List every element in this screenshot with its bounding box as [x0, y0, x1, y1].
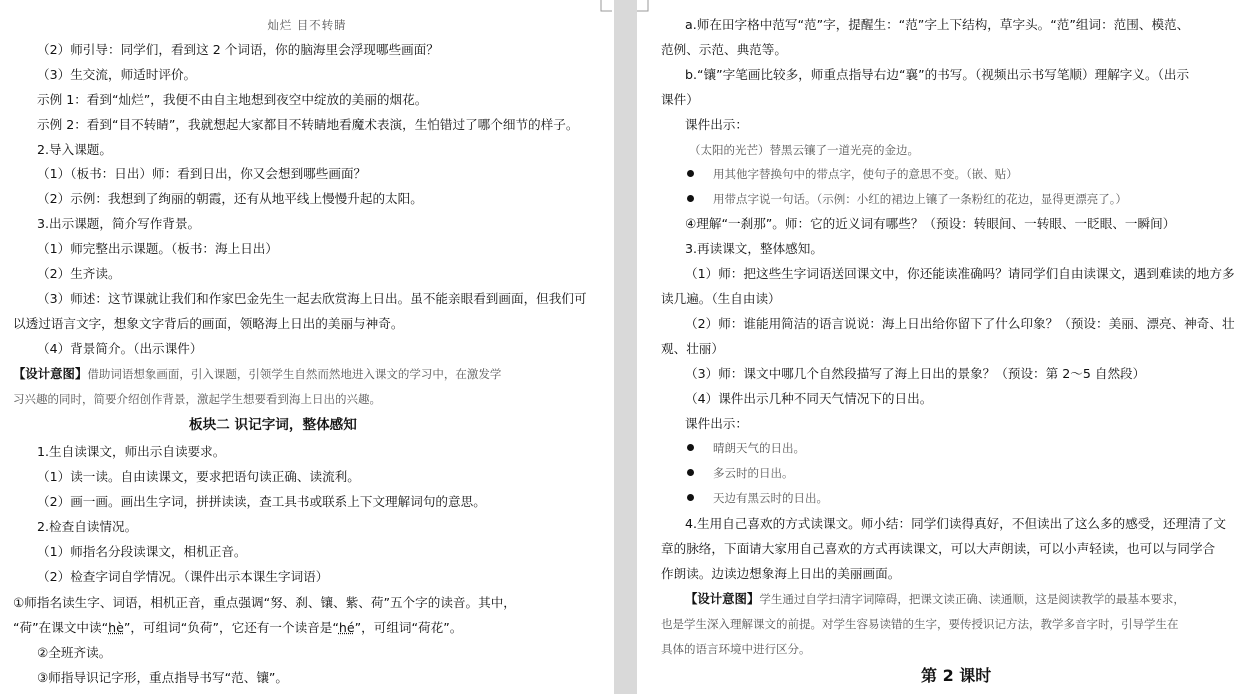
bullet-icon: [687, 195, 694, 202]
section-title: 板块二 识记字词，整体感知: [189, 417, 357, 433]
paragraph-line: ②全班齐读。: [37, 645, 112, 660]
paragraph-line: 以透过语言文字，想象文字背后的画面，领略海上日出的美丽与神奇。: [13, 316, 404, 331]
paragraph-line: 示例 2：看到“目不转睛”，我就想起大家都目不转睛地看魔术表演，生怕错过了哪个细节的样子。: [37, 117, 579, 132]
paragraph-line: ①师指名读生字、词语，相机正音，重点强调“努、刹、镶、紫、荷”五个字的读音。其中，: [13, 595, 516, 610]
bullet-item: 天边有黑云时的日出。: [713, 491, 828, 505]
bullet-item: 多云时的日出。: [713, 466, 794, 480]
paragraph-line: 课件出示：: [685, 117, 748, 132]
paragraph-line: （2）示例：我想到了绚丽的朝霞，还有从地平线上慢慢升起的太阳。: [37, 191, 423, 206]
paragraph-line: （2）生齐读。: [37, 266, 121, 281]
paragraph-line: ④理解“一刹那”。师：它的近义词有哪些？（预设：转眼间、一转眼、一眨眼、一瞬间）: [685, 216, 1176, 231]
paragraph-line: （1）师完整出示课题。（板书：海上日出）: [37, 241, 278, 256]
paragraph-line: 课件）: [661, 92, 699, 107]
paragraph-line: （3）师：课文中哪几个自然段描写了海上日出的景象？（预设：第 2～5 自然段）: [685, 366, 1146, 381]
paragraph-line: （2）画一画。画出生字词，拼拼读读，查工具书或联系上下文理解词句的意思。: [37, 494, 486, 509]
design-intent-label: 【设计意图】: [685, 591, 760, 606]
bullet-icon: [687, 469, 694, 476]
text-segment: ”，可组词“负荷”，它还有一个读音是“: [123, 620, 339, 635]
paragraph-line: （1）师指名分段读课文，相机正音。: [37, 544, 247, 559]
left-page: [0, 0, 614, 694]
right-page: [637, 0, 1260, 694]
paragraph-line: 2.检查自读情况。: [37, 519, 138, 534]
paragraph-line: 1.生自读课文，师出示自读要求。: [37, 444, 226, 459]
design-intent-text: 学生通过自学扫清字词障碍，把课文读正确、读通顺，这是阅读教学的最基本要求，: [759, 592, 1185, 606]
crop-mark-icon: [600, 0, 612, 12]
paragraph-line: 作朗读。边读边想象海上日出的美丽画面。: [661, 566, 901, 581]
paragraph-line: （1）师：把这些生字词语送回课文中，你还能读准确吗？请同学们自由读课文，遇到难读的地方多: [685, 266, 1235, 281]
pinyin: hè: [108, 620, 124, 635]
bullet-item: 晴朗天气的日出。: [713, 441, 805, 455]
design-intent: [13, 366, 501, 382]
bullet-icon: [687, 444, 694, 451]
paragraph-line: 章的脉络，下面请大家用自己喜欢的方式再读课文，可以大声朗读，可以小声轻读，也可以与同学合: [661, 541, 1216, 556]
paragraph-line: 观、壮丽）: [661, 341, 724, 356]
paragraph-line: 课件出示：: [685, 416, 748, 431]
paragraph-line: 范例、示范、典范等。: [661, 42, 787, 57]
design-intent-text: 借助词语想象画面，引入课题，引领学生自然而然地进入课文的学习中，在激发学: [87, 367, 502, 381]
paragraph-line: （3）师述：这节课就让我们和作家巴金先生一起去欣赏海上日出。虽不能亲眼看到画面，但我们可: [37, 291, 587, 306]
paragraph-line: 读几遍。（生自由读）: [661, 291, 781, 306]
design-intent-label: 【设计意图】: [13, 366, 88, 381]
paragraph-line: 3.出示课题，简介写作背景。: [37, 216, 201, 231]
paragraph-line: a.师在田字格中范写“范”字，提醒生：“范”字上下结构，草字头。“范”组词：范围、模范、: [685, 17, 1190, 32]
quote-sentence: （太阳的光芒）替黑云镶了一道光亮的金边。: [689, 143, 919, 157]
paragraph-line: [13, 620, 462, 636]
paragraph-line: （4）课件出示几种不同天气情况下的日出。: [685, 391, 933, 406]
text-segment: ”，可组词“荷花”。: [354, 620, 463, 635]
page-header: 灿烂 目不转睛: [267, 18, 347, 32]
design-intent-text: 具体的语言环境中进行区分。: [661, 642, 811, 656]
design-intent-text: 习兴趣的同时，简要介绍创作背景，激起学生想要看到海上日出的兴趣。: [13, 392, 381, 406]
paragraph-line: （1）读一读。自由读课文，要求把语句读正确、读流利。: [37, 469, 360, 484]
pinyin: hé: [338, 620, 355, 635]
paragraph-line: 3.再读课文，整体感知。: [685, 241, 823, 256]
paragraph-line: 4.生用自己喜欢的方式读课文。师小结：同学们读得真好，不但读出了这么多的感受，还理清了文: [685, 516, 1226, 531]
paragraph-line: （1）（板书：日出）师：看到日出，你又会想到哪些画面？: [37, 166, 367, 181]
paragraph-line: （3）生交流，师适时评价。: [37, 67, 197, 82]
bullet-icon: [687, 494, 694, 501]
text-segment: “荷”在课文中读“: [13, 620, 109, 635]
paragraph-line: （2）师引导：同学们，看到这 2 个词语，你的脑海里会浮现哪些画面？: [37, 42, 439, 57]
paragraph-line: （2）检查字词自学情况。（课件出示本课生字词语）: [37, 569, 329, 584]
lesson-title: 第 2 课时: [921, 666, 992, 685]
bullet-item: 用带点字说一句话。（示例：小红的裙边上镶了一条粉红的花边，显得更漂亮了。）: [713, 192, 1127, 206]
paragraph-line: 2.导入课题。: [37, 142, 112, 157]
design-intent: [685, 591, 1185, 607]
page-gutter: [614, 0, 637, 694]
paragraph-line: ③师指导识记字形，重点指导书写“范、镶”。: [37, 670, 289, 685]
design-intent-text: 也是学生深入理解课文的前提。对学生容易读错的生字，要传授识记方法，教学多音字时，引导学生在: [661, 617, 1179, 631]
paragraph-line: 示例 1：看到“灿烂”，我便不由自主地想到夜空中绽放的美丽的烟花。: [37, 92, 428, 107]
bullet-icon: [687, 170, 694, 177]
crop-mark-icon: [637, 0, 649, 12]
paragraph-line: （4）背景简介。（出示课件）: [37, 341, 203, 356]
bullet-item: 用其他字替换句中的带点字，使句子的意思不变。（嵌、贴）: [713, 167, 1018, 181]
paragraph-line: （2）师：谁能用简洁的语言说说：海上日出给你留下了什么印象？（预设：美丽、漂亮、神奇、壮: [685, 316, 1235, 331]
paragraph-line: b.“镶”字笔画比较多，师重点指导右边“襄”的书写。（视频出示书写笔顺）理解字义。（出示: [685, 67, 1190, 82]
